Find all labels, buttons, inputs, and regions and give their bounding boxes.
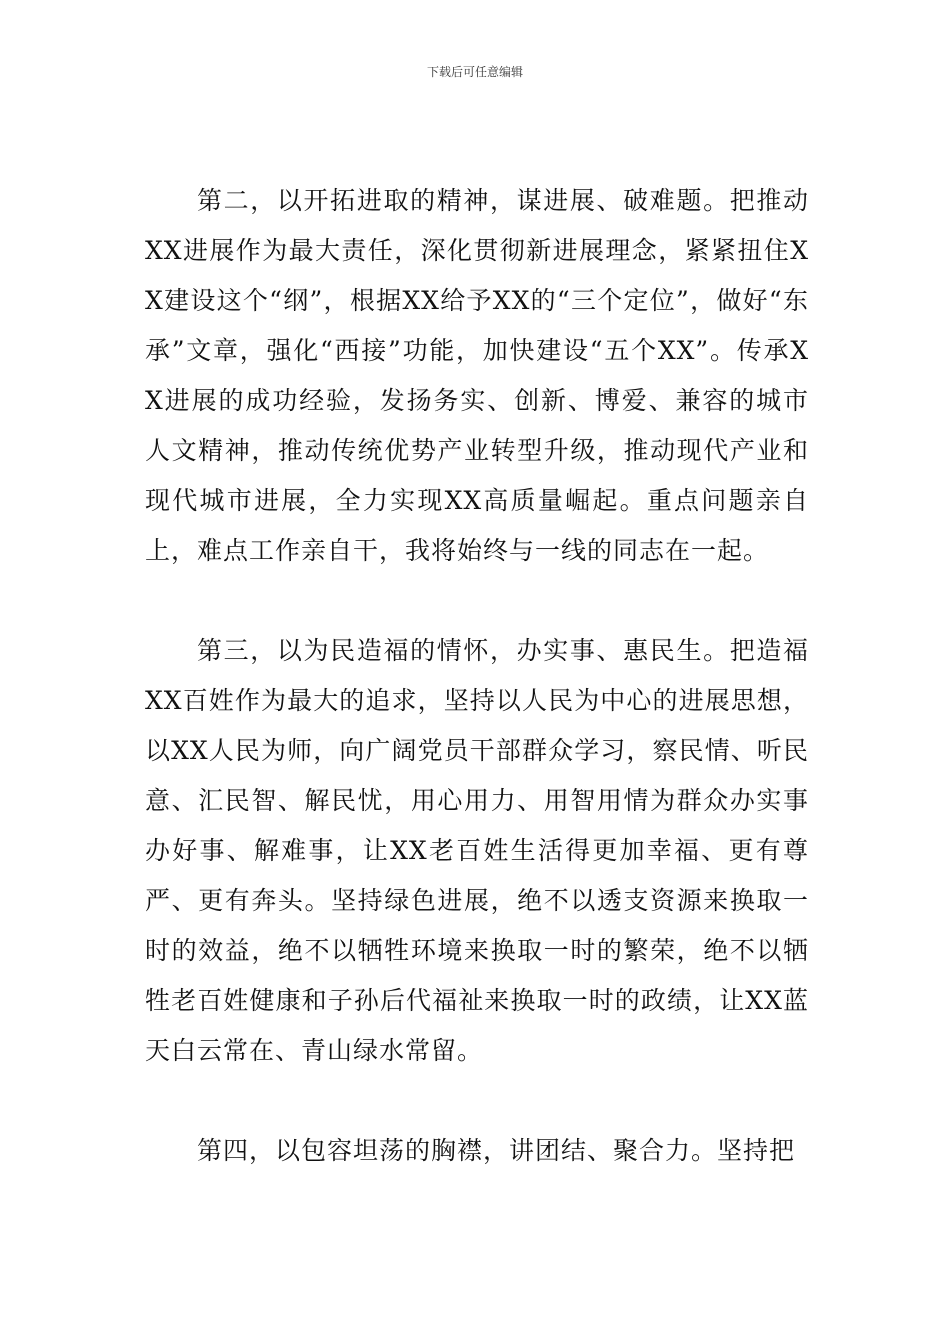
paragraph-2: 第二，以开拓进取的精神，谋进展、破难题。把推动XX进展作为最大责任，深化贯彻新进展理念，紧紧扭住XX建设这个“纲”，根据XX给予XX的“三个定位”，做好“东承”文章，强化“西接”功能，加快建设“五个XX”。传承XX进展的成功经验，发扬务实、创新、博爱、兼容的城市人文精神，推动传统优势产业转型升级，推动现代产业和现代城市进展，全力实现XX高质量崛起。重点问题亲自上，难点工作亲自干，我将始终与一线的同志在一起。 xyxy=(145,186,809,565)
document-body xyxy=(145,176,809,1226)
page-header: 下载后可任意编辑 xyxy=(426,65,523,79)
paragraph-3: 第三，以为民造福的情怀，办实事、惠民生。把造福XX百姓作为最大的追求，坚持以人民为中心的进展思想，以XX人民为师，向广阔党员干部群众学习，察民情、听民意、汇民智、解民忧，用心用力、用智用情为群众办实事办好事、解难事，让XX老百姓生活得更加幸福、更有尊严、更有奔头。坚持绿色进展，绝不以透支资源来换取一时的效益，绝不以牺牲环境来换取一时的繁荣，绝不以牺牲老百姓健康和子孙后代福祉来换取一时的政绩，让XX蓝天白云常在、青山绿水常留。 xyxy=(145,636,809,1065)
paragraph-4: 第四，以包容坦荡的胸襟，讲团结、聚合力。坚持把 xyxy=(197,1136,796,1165)
